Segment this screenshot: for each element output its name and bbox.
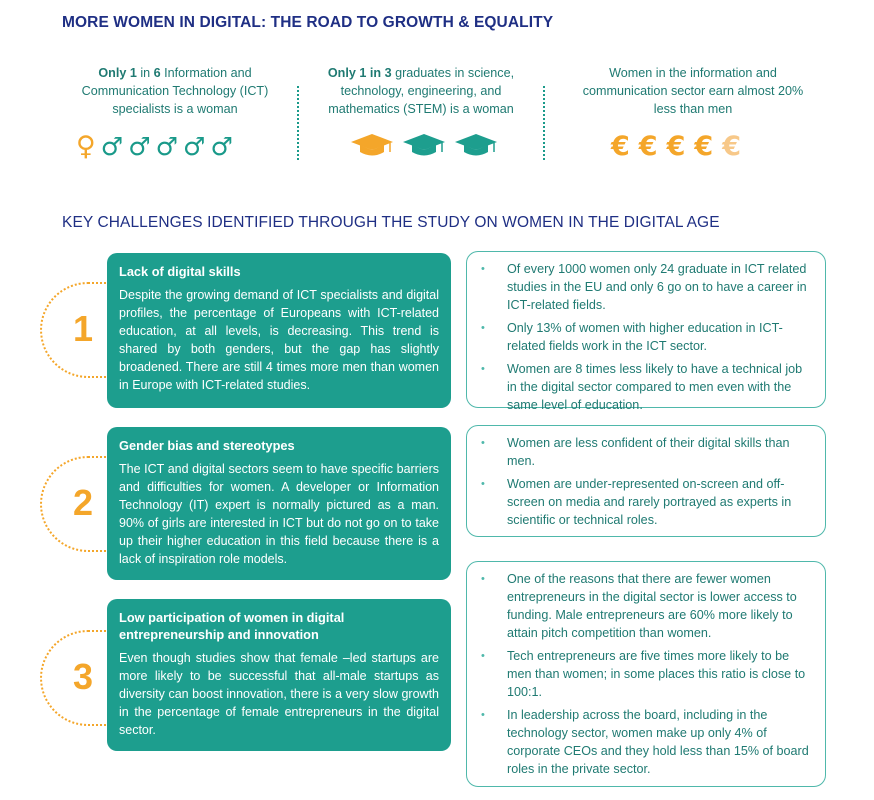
list-item: • Tech entrepreneurs are five times more likely to be men than women; in some places this ratio is close to 100:1.	[481, 649, 806, 699]
challenge-body: Even though studies show that female –led startups are more likely to be successful that all-male startups as diversity can boost innovation, there is a very slow growth in the percentage of female entrepreneurs in the digital sector.	[119, 651, 439, 737]
stat-text: Information and Communication Technology (ICT) specialists is a woman	[81, 66, 269, 116]
graduation-cap-icon	[454, 132, 498, 158]
list-item: • Women are less confident of their digital skills than men.	[481, 436, 790, 468]
female-icon: ♀	[76, 131, 96, 162]
page-title: MORE WOMEN IN DIGITAL: THE ROAD TO GROWTH & EQUALITY	[62, 14, 554, 31]
challenge-title: Low participation of women in digital entrepreneurship and innovation	[119, 610, 345, 642]
euro-icon: €	[666, 131, 686, 162]
list-item: • Women are under-represented on-screen and off-screen on media and rarely portrayed as experts in scientific or technical roles.	[481, 477, 792, 527]
divider	[297, 86, 299, 160]
challenge-card	[107, 427, 451, 580]
euro-icons	[611, 132, 741, 162]
section-title: KEY CHALLENGES IDENTIFIED THROUGH THE STUDY ON WOMEN IN THE DIGITAL AGE	[62, 214, 720, 231]
challenge-number: 2	[72, 482, 94, 523]
stat-text: Women in the information and communication sector earn almost 20% less than men	[582, 66, 804, 116]
stat-lead: Only 1	[98, 66, 137, 80]
fact-text: Women are 8 times less likely to have a technical job in the digital sector compared to men even with the same level of education.	[507, 362, 803, 412]
fact-text: One of the reasons that there are fewer women entrepreneurs in the digital sector is lower access to funding. Male entrepreneurs are 60% more likely to attain pitch competition than women.	[507, 572, 797, 640]
stat-text: graduates in science, technology, engineering, and mathematics (STEM) is a woman	[328, 66, 515, 116]
challenge-number: 1	[72, 308, 94, 349]
fact-text: Only 13% of women with higher education in ICT-related fields work in the ICT sector.	[507, 321, 783, 353]
male-icon: ♂	[128, 132, 151, 161]
list-item: • Of every 1000 women only 24 graduate in ICT related studies in the EU and only 6 go on to have a career in ICT-related fields.	[481, 262, 807, 312]
stat-ict-specialists	[58, 64, 292, 118]
stat-mid: in	[136, 66, 154, 80]
euro-icon: €	[694, 131, 714, 162]
fact-text: Tech entrepreneurs are five times more likely to be men than women; in some places this ratio is close to 100:1.	[507, 649, 806, 699]
male-icon: ♂	[183, 132, 206, 161]
challenge-body: Despite the growing demand of ICT specialists and digital profiles, the percentage of Europeans with ICT-related education, at all levels, is decreasing. This trend is shared by both genders, but the gap has slightly broadened. There are still 4 times more men than women in Europe with ICT-related studies.	[119, 288, 439, 392]
challenge-number: 3	[72, 656, 94, 697]
divider	[543, 86, 545, 160]
list-item: • Women are 8 times less likely to have a technical job in the digital sector compared to men even with the same level of education.	[481, 362, 803, 412]
challenge-body: The ICT and digital sectors seem to have specific barriers and difficulties for women. A developer or Information Technology (IT) expert is normally pictured as a man. 90% of girls are interested in ICT but do not go on to take up their higher education in this field because there is a lack of inspiration role models.	[119, 462, 439, 566]
graduation-cap-icon	[402, 132, 446, 158]
fact-text: Women are under-represented on-screen and off-screen on media and rarely portrayed as experts in scientific or technical roles.	[507, 477, 792, 527]
challenge-title: Gender bias and stereotypes	[119, 438, 295, 453]
list-item: • In leadership across the board, including in the technology sector, women make up only 4% of corporate CEOs and they hold less than 15% of board roles in the private sector.	[481, 708, 809, 776]
list-item: • One of the reasons that there are fewer women entrepreneurs in the digital sector is lower access to funding. Male entrepreneurs are 60% more likely to attain pitch competition than women.	[481, 572, 797, 640]
challenge-facts	[466, 251, 826, 412]
fact-text: In leadership across the board, including in the technology sector, women make up only 4% of corporate CEOs and they hold less than 15% of board roles in the private sector.	[507, 708, 809, 776]
stat-stem-graduates	[304, 64, 538, 118]
male-icon: ♂	[210, 132, 233, 161]
euro-icon: €	[638, 131, 658, 162]
graduation-cap-icon	[350, 132, 394, 158]
male-icon: ♂	[155, 132, 179, 161]
challenge-facts	[466, 425, 826, 537]
challenge-title: Lack of digital skills	[119, 264, 241, 279]
list-item: • Only 13% of women with higher education in ICT-related fields work in the ICT sector.	[481, 321, 783, 353]
stat-pay-gap	[576, 64, 810, 118]
stat-lead-2: 6	[153, 66, 161, 80]
fact-text: Of every 1000 women only 24 graduate in ICT related studies in the EU and only 6 go on to have a career in ICT-related fields.	[507, 262, 807, 312]
fact-text: Women are less confident of their digital skills than men.	[507, 436, 790, 468]
challenge-card	[107, 253, 451, 408]
challenge-facts	[466, 561, 826, 787]
challenge-card	[107, 599, 451, 751]
euro-icon: €	[611, 131, 630, 162]
euro-faded-icon: €	[722, 131, 741, 162]
graduation-icons	[350, 132, 498, 158]
stat-lead: Only 1 in 3	[327, 66, 392, 80]
gender-icons	[76, 132, 233, 162]
male-icon: ♂	[100, 132, 124, 161]
